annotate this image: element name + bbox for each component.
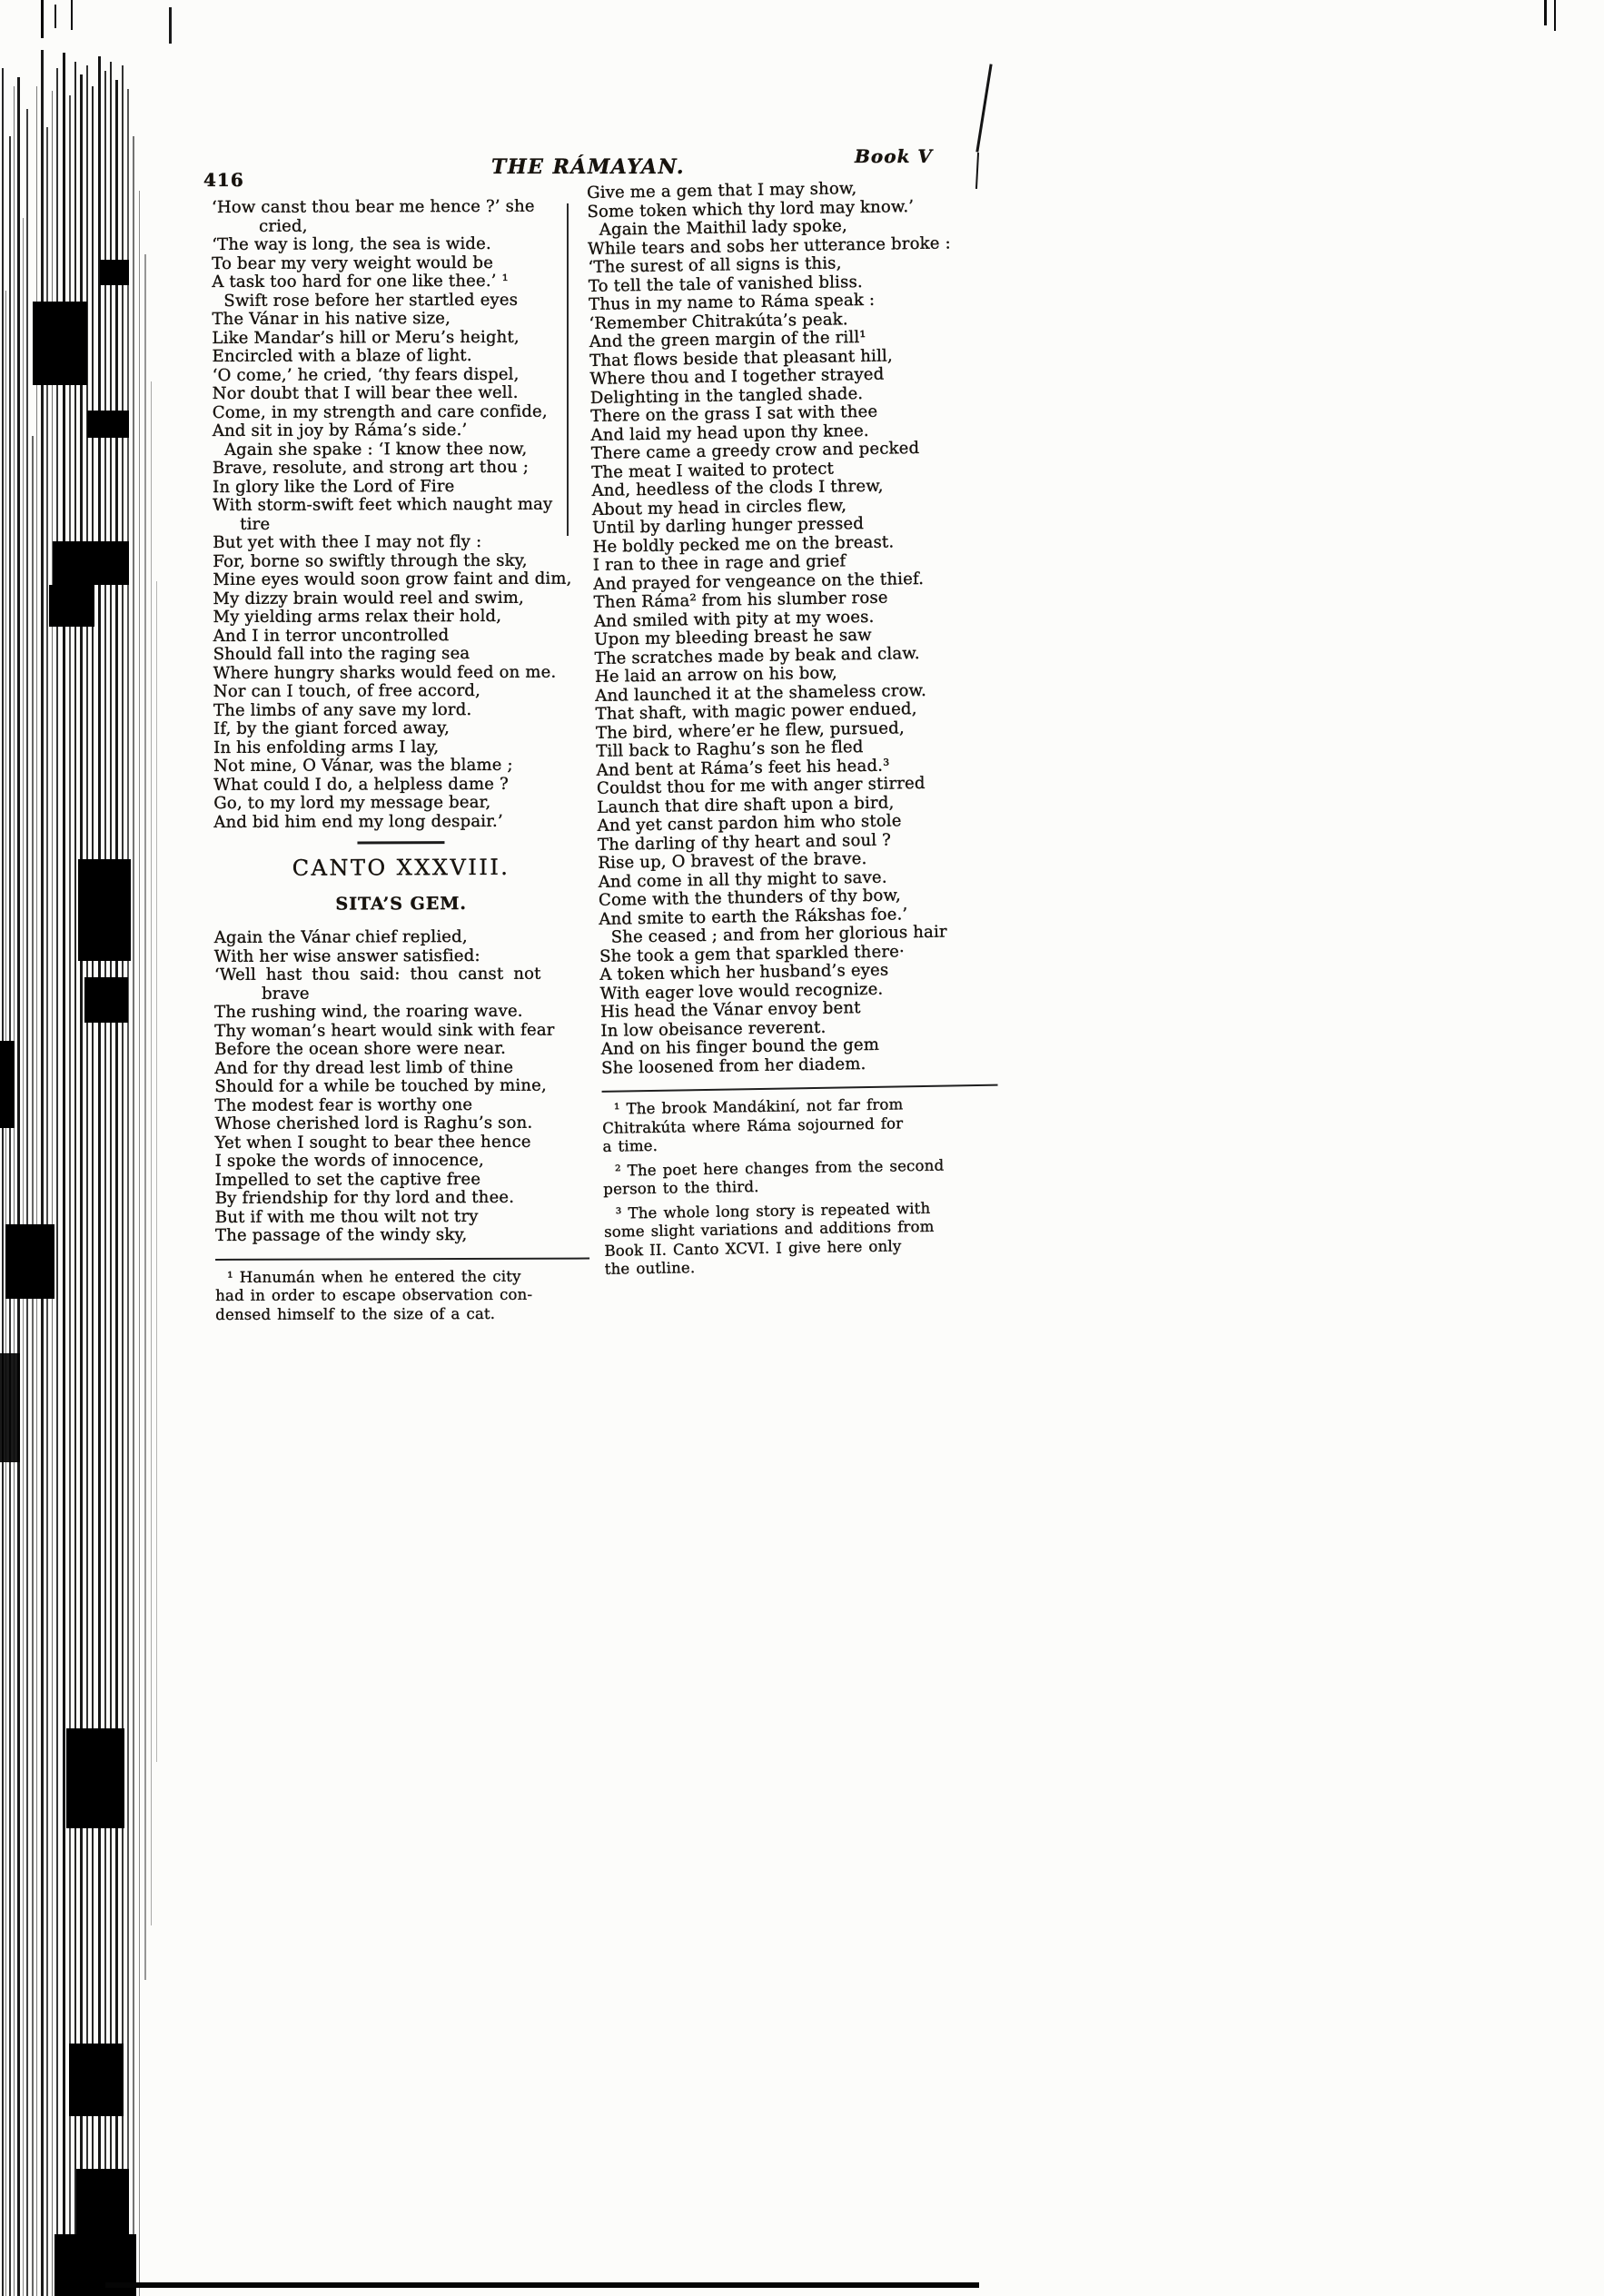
poem-line: What could I do, a helpless dame ? xyxy=(213,774,509,795)
poem-line: About my head in circles flew, xyxy=(591,495,847,520)
poem-line: Mine eyes would soon grow faint and dim, xyxy=(213,569,572,589)
poem-line: Where hungry sharks would feed on me. xyxy=(213,662,557,683)
poem-line: That flows beside that pleasant hill, xyxy=(589,345,894,371)
footnote-line: Book II. Canto XCVI. I give here only xyxy=(604,1236,902,1260)
poem-line: Launch that dire shaft upon a bird, xyxy=(597,792,895,817)
poem-line: Nor doubt that I will bear thee well. xyxy=(212,382,519,403)
poem-line: cried, xyxy=(259,216,308,236)
poem-line: The modest fear is worthy one xyxy=(214,1094,473,1115)
poem-line: Come, in my strength and care confide, xyxy=(212,401,548,422)
poem-line: Come with the thunders of thy bow, xyxy=(598,886,902,910)
poem-line: And on his finger bound the gem xyxy=(600,1034,880,1059)
poem-line: Again she spake : ‘I know thee now, xyxy=(223,439,528,460)
left-stanza-2 xyxy=(214,928,589,1246)
poem-line: Again the Vánar chief replied, xyxy=(213,927,468,947)
book-label: Book V xyxy=(855,145,933,167)
right-footnotes xyxy=(602,1084,1001,1280)
footnote-line: Chitrakúta where Ráma sojourned for xyxy=(602,1113,904,1137)
scan-corner-mark xyxy=(1544,0,1547,25)
poem-line: For, borne so swiftly through the sky, xyxy=(213,550,528,571)
poem-line: Nor can I touch, of free accord, xyxy=(213,680,481,701)
poem-line: She ceased ; and from her glorious hair xyxy=(610,922,947,947)
poem-line: If, by the giant forced away, xyxy=(213,718,451,738)
poem-line: Couldst thou for me with anger stirred xyxy=(596,773,926,798)
poem-line: And, heedless of the clods I threw, xyxy=(591,476,884,500)
poem-line: The limbs of any save my lord. xyxy=(213,699,472,720)
poem-line: Swift rose before her startled eyes xyxy=(223,290,519,311)
poem-line: And bid him end my long despair.’ xyxy=(213,811,503,832)
poem-line: With storm-swift feet which naught may xyxy=(213,494,553,515)
footnote-line: person to the third. xyxy=(603,1178,759,1198)
poem-line: My yielding arms relax their hold, xyxy=(213,606,502,627)
poem-line: By friendship for thy lord and thee. xyxy=(214,1187,515,1208)
poem-line: ‘The way is long, the sea is wide. xyxy=(212,233,491,254)
poem-line: Then Ráma² from his slumber rose xyxy=(593,588,888,612)
poem-line: In his enfolding arms I lay, xyxy=(213,737,440,757)
poem-line: ‘How canst thou bear me hence ?’ she xyxy=(211,196,535,217)
poem-line: Thus in my name to Ráma speak : xyxy=(589,290,876,314)
poem-line: There came a greedy crow and pecked xyxy=(590,438,920,463)
poem-line: That shaft, with magic power endued, xyxy=(595,699,917,724)
poem-line: To bear my very weight would be xyxy=(212,252,494,273)
poem-line: Go, to my lord my message bear, xyxy=(213,792,491,813)
poem-line: But yet with thee I may not fly : xyxy=(213,531,482,552)
poem-line: Not mine, O Vánar, was the blame ; xyxy=(213,755,513,776)
footnote-line: ¹ The brook Mandákiní, not far from xyxy=(613,1095,904,1118)
poem-line: And for thy dread lest limb of thine xyxy=(214,1057,514,1078)
poem-line: Where thou and I together strayed xyxy=(589,364,885,389)
poem-line: I spoke the words of innocence, xyxy=(214,1150,484,1171)
footnote-line: had in order to escape observation con- xyxy=(215,1285,533,1304)
scan-artifact-band xyxy=(0,0,182,2296)
poem-line: Yet when I sought to bear thee hence xyxy=(214,1132,531,1153)
poem-line: Whose cherished lord is Raghu’s son. xyxy=(214,1113,533,1133)
poem-line: The bird, where’er he flew, pursued, xyxy=(595,718,905,743)
scan-corner-mark xyxy=(1554,0,1556,31)
footnote-line: ² The poet here changes from the second xyxy=(614,1156,945,1180)
left-footnotes xyxy=(215,1257,589,1324)
poem-line: Some token which thy lord may know.’ xyxy=(587,196,915,222)
poem-line: Impelled to set the captive free xyxy=(214,1169,481,1190)
footnote-line: a time. xyxy=(602,1136,658,1155)
poem-line: tire xyxy=(240,514,271,534)
poem-line: ‘Well hast thou said: thou canst not xyxy=(213,964,541,985)
poem-line: Encircled with a blaze of light. xyxy=(212,346,472,366)
poem-line: In glory like the Lord of Fire xyxy=(213,476,455,497)
left-column xyxy=(212,198,589,1324)
poem-line: Thy woman’s heart would sink with fear xyxy=(214,1020,555,1041)
poem-line: Delighting in the tangled shade. xyxy=(589,383,864,408)
poem-line: And I in terror uncontrolled xyxy=(213,625,450,646)
poem-line: ‘Remember Chitrakúta’s peak. xyxy=(589,309,848,333)
poem-line: And launched it at the shameless crow. xyxy=(595,680,927,706)
poem-line: I ran to thee in rage and grief xyxy=(592,551,847,575)
poem-line: ‘The surest of all signs is this, xyxy=(588,253,842,277)
poem-line: Brave, resolute, and strong art thou ; xyxy=(212,457,530,478)
poem-line: The rushing wind, the roaring wave. xyxy=(214,1001,523,1022)
poem-line: She loosened from her diadem. xyxy=(600,1054,866,1078)
poem-line: And smite to earth the Rákshas foe.’ xyxy=(599,904,908,929)
left-stanza-1 xyxy=(212,198,588,832)
footnote-line: densed himself to the size of a cat. xyxy=(215,1304,496,1323)
poem-line: And the green margin of the rill¹ xyxy=(589,327,866,351)
poem-line: With eager love would recognize. xyxy=(599,979,884,1004)
poem-line: Till back to Raghu’s son he fled xyxy=(596,737,864,761)
footnote-line: some slight variations and additions from xyxy=(603,1217,935,1241)
right-column xyxy=(587,178,1001,1280)
canto-subheading: SITA’S GEM. xyxy=(335,893,467,915)
poem-line: In low obeisance reverent. xyxy=(600,1017,827,1041)
poem-line: The scratches made by beak and claw. xyxy=(594,643,920,668)
poem-line: With her wise answer satisfied: xyxy=(213,945,480,966)
poem-line: The passage of the windy sky, xyxy=(214,1225,468,1245)
poem-line: The meat I waited to protect xyxy=(591,459,835,482)
poem-line: She took a gem that sparkled there· xyxy=(599,941,906,966)
page-number: 416 xyxy=(203,169,244,191)
poem-line: Until by darling hunger pressed xyxy=(592,513,865,538)
poem-line: Like Mandar’s hill or Meru’s height, xyxy=(212,327,520,348)
poem-line: And bent at Ráma’s feet his head.³ xyxy=(596,756,890,780)
right-stanza xyxy=(587,178,997,1078)
poem-line: And yet canst pardon him who stole xyxy=(597,811,902,836)
poem-line: To tell the tale of vanished bliss. xyxy=(588,272,864,296)
poem-line: A token which her husband’s eyes xyxy=(599,960,889,985)
poem-line: Again the Maithil lady spoke, xyxy=(599,216,848,240)
poem-line: A task too hard for one like thee.’ ¹ xyxy=(212,271,510,292)
poem-line: brave xyxy=(262,984,310,1004)
poem-line: Rise up, O bravest of the brave. xyxy=(598,848,867,873)
poem-line: While tears and sobs her utterance broke : xyxy=(588,233,951,259)
footnote-line: ¹ Hanumán when he entered the city xyxy=(227,1267,521,1286)
poem-line: Should fall into the raging sea xyxy=(213,644,470,664)
poem-line: Upon my bleeding breast he saw xyxy=(594,625,873,649)
poem-line: He boldly pecked me on the breast. xyxy=(592,531,895,557)
poem-line: And prayed for vengeance on the thief. xyxy=(593,569,925,594)
poem-line: Give me a gem that I may show, xyxy=(586,179,857,203)
poem-line: Should for a while be touched by mine, xyxy=(214,1075,547,1096)
scan-bottom-edge xyxy=(105,2282,979,2288)
section-end-rule xyxy=(357,841,444,844)
poem-line: He laid an arrow on his bow, xyxy=(594,663,838,687)
poem-line: Before the ocean shore were near. xyxy=(214,1038,507,1059)
footnote-line: ³ The whole long story is repeated with xyxy=(615,1199,931,1222)
poem-line: The Vánar in his native size, xyxy=(212,309,451,329)
poem-line: But if with me thou wilt not try xyxy=(214,1206,479,1227)
poem-line: The darling of thy heart and soul ? xyxy=(597,830,892,855)
poem-line: His head the Vánar envoy bent xyxy=(599,998,861,1022)
poem-line: My dizzy brain would reel and swim, xyxy=(213,588,524,609)
scan-stroke-mark xyxy=(975,64,992,152)
poem-line: And laid my head upon thy knee. xyxy=(590,421,869,445)
poem-line: ‘O come,’ he cried, ‘thy fears dispel, xyxy=(212,364,520,385)
poem-line: There on the grass I sat with thee xyxy=(590,401,878,426)
poem-line: And smiled with pity at my woes. xyxy=(593,607,875,631)
poem-line: And sit in joy by Ráma’s side.’ xyxy=(212,421,468,440)
poem-line: And come in all thy might to save. xyxy=(598,867,887,892)
running-title: THE RÁMAYAN. xyxy=(491,155,685,179)
footnote-line: the outline. xyxy=(604,1259,696,1278)
canto-heading: CANTO XXXVIII. xyxy=(292,854,510,881)
